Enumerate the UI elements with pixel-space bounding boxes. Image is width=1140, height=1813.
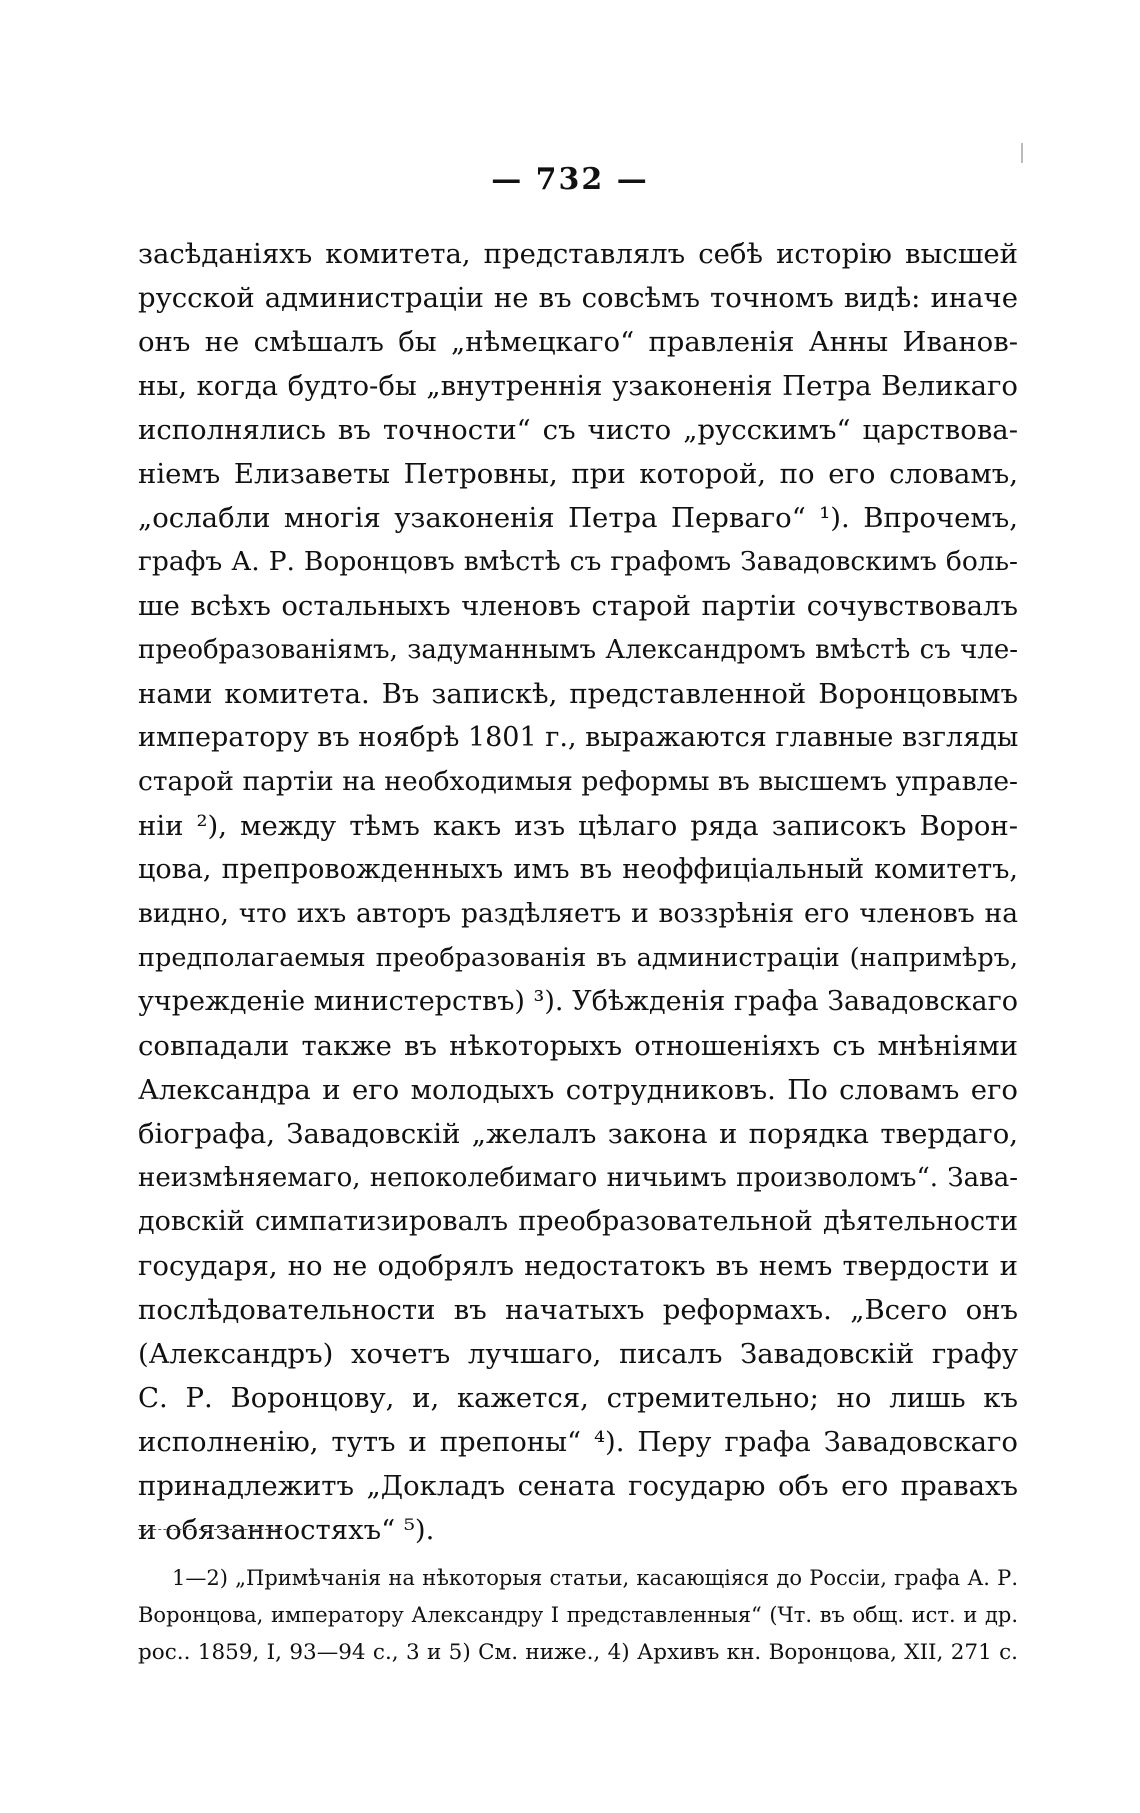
footnote-line: рос.. 1859, I, 93—94 с., 3 и 5) См. ниже., 4) Архивъ кн. Воронцова, XII, 271 с.	[138, 1640, 1018, 1665]
footnote-divider	[138, 1529, 288, 1530]
text-line: (Александръ) хочетъ лучшаго, писалъ Завадовскій графу	[138, 1338, 1018, 1370]
text-line: послѣдовательности въ начатыхъ реформахъ. „Всего онъ	[138, 1294, 1018, 1326]
text-line: преобразованіямъ, задуманнымъ Александромъ вмѣстѣ съ чле-	[138, 635, 1018, 665]
text-line: засѣданіяхъ комитета, представлялъ себѣ исторію высшей	[138, 238, 1018, 270]
text-line: графъ А. Р. Воронцовъ вмѣстѣ съ графомъ Завадовскимъ боль-	[138, 546, 1018, 577]
text-line: русской администраціи не въ совсѣмъ точномъ видѣ: иначе	[138, 282, 1018, 314]
text-line: С. Р. Воронцову, и, кажется, стремительно; но лишь къ	[138, 1382, 1018, 1414]
text-line: императору въ ноябрѣ 1801 г., выражаются главные взгляды	[138, 722, 1018, 753]
text-line: нами комитета. Въ запискѣ, представленной Воронцовымъ	[138, 678, 1018, 710]
text-line: и обязанностяхъ“ ⁵).	[138, 1514, 435, 1546]
text-line: государя, но не одобрялъ недостатокъ въ немъ твердости и	[138, 1250, 1018, 1282]
footnote-line: Воронцова, императору Александру I представленныя“ (Чт. въ общ. ист. и др.	[138, 1603, 1018, 1627]
text-line: ше всѣхъ остальныхъ членовъ старой партіи сочувствовалъ	[138, 590, 1018, 622]
text-line: „ослабли многія узаконенія Петра Перваго“ ¹). Впрочемъ,	[138, 502, 1018, 534]
text-line: Александра и его молодыхъ сотрудниковъ. По словамъ его	[138, 1074, 1018, 1106]
text-line: предполагаемыя преобразованія въ администраціи (напримѣръ,	[138, 943, 1018, 973]
text-line: исполнялись въ точности“ съ чисто „русскимъ“ царствова-	[138, 414, 1018, 446]
footnote-line: 1—2) „Примѣчанія на нѣкоторыя статьи, касающіяся до Россіи, графа А. Р.	[172, 1566, 1018, 1590]
footnotes	[138, 1560, 1018, 1671]
text-line: совпадали также въ нѣкоторыхъ отношеніяхъ съ мнѣніями	[138, 1030, 1018, 1062]
text-line: біографа, Завадовскій „желалъ закона и порядка твердаго,	[138, 1118, 1018, 1150]
page-number: — 732 —	[491, 162, 649, 197]
text-line: ны, когда будто-бы „внутреннія узаконенія Петра Великаго	[138, 370, 1018, 402]
main-text	[138, 232, 1018, 1552]
text-line: ніемъ Елизаветы Петровны, при которой, по его словамъ,	[138, 458, 1018, 490]
text-line: исполненію, тутъ и препоны“ ⁴). Перу графа Завадовскаго	[138, 1426, 1018, 1458]
text-line: неизмѣняемаго, непоколебимаго ничьимъ произволомъ“. Зава-	[138, 1163, 1018, 1193]
text-line: учрежденіе министерствъ) ³). Убѣжденія графа Завадовскаго	[138, 986, 1018, 1017]
text-line: старой партіи на необходимыя реформы въ высшемъ управле-	[138, 766, 1018, 797]
text-line: довскій симпатизировалъ преобразовательной дѣятельности	[138, 1206, 1018, 1237]
text-line: цова, препровожденныхъ имъ въ неоффиціальный комитетъ,	[138, 854, 1018, 885]
text-line: онъ не смѣшалъ бы „нѣмецкаго“ правленія Анны Иванов-	[138, 326, 1018, 358]
text-line: видно, что ихъ авторъ раздѣляетъ и воззрѣнія его членовъ на	[138, 898, 1018, 929]
text-line: ніи ²), между тѣмъ какъ изъ цѣлаго ряда записокъ Ворон-	[138, 810, 1018, 842]
margin-mark	[1021, 143, 1023, 163]
text-line: принадлежитъ „Докладъ сената государю объ его правахъ	[138, 1470, 1018, 1502]
